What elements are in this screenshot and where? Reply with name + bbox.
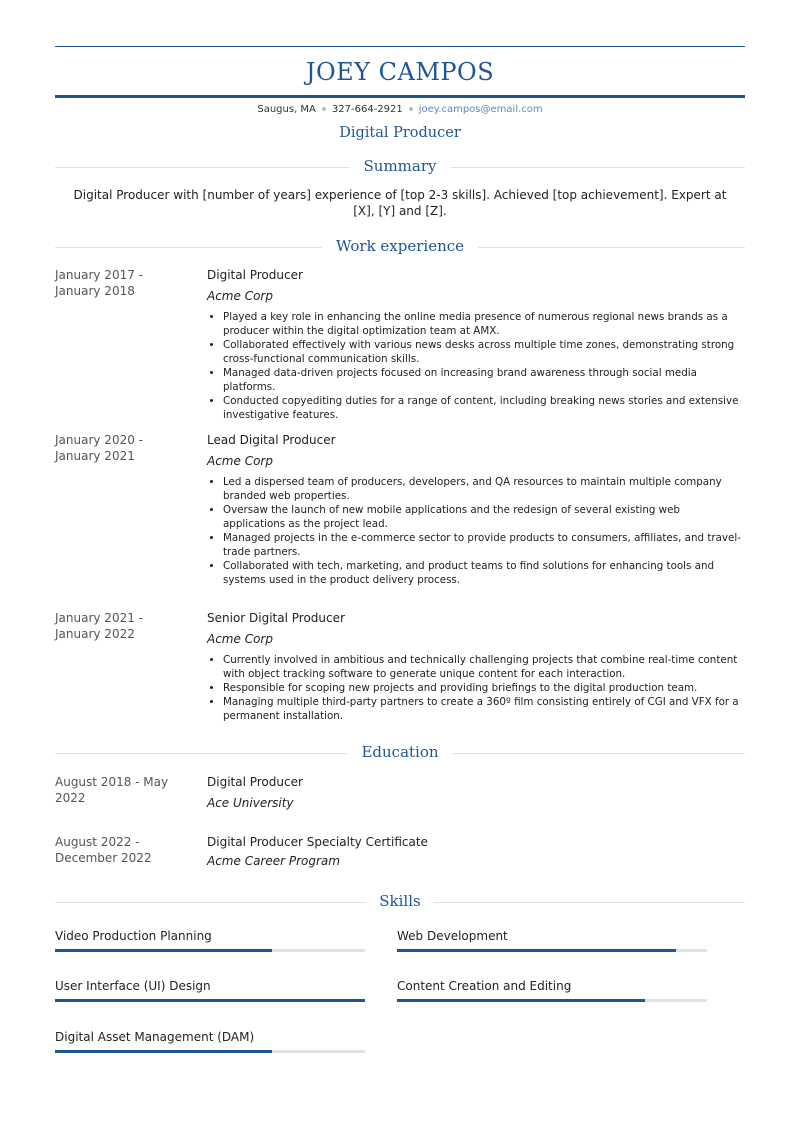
separator-dot-icon [409, 107, 413, 111]
skill-item [397, 928, 707, 952]
entry-org: Acme Corp [207, 289, 273, 303]
skill-meter [55, 999, 365, 1002]
section-label: Summary [350, 157, 451, 175]
entry-body [207, 610, 745, 723]
entry-role: Digital Producer Specialty Certificate [207, 835, 428, 849]
skill-name: Web Development [397, 929, 508, 943]
skill-item [55, 1029, 365, 1053]
skill-item [55, 978, 365, 1002]
candidate-name: JOEY CAMPOS [305, 58, 495, 86]
skill-item [55, 928, 365, 952]
skill-name: Video Production Planning [55, 929, 212, 943]
skill-meter-fill [55, 949, 272, 952]
skill-name: Digital Asset Management (DAM) [55, 1030, 255, 1044]
entry-role: Senior Digital Producer [207, 611, 345, 625]
entry-body [207, 774, 745, 811]
entry-date: January 2017 - January 2018 [55, 268, 143, 298]
top-rule [55, 46, 745, 47]
phone: 327-664-2921 [331, 104, 403, 115]
entry-body [207, 267, 745, 422]
bullet-item: • Oversaw the launch of new mobile applications and the redesign of several existing web applications as the project lead. [223, 503, 745, 531]
entry-role: Digital Producer [207, 775, 303, 789]
bullet-item: • Currently involved in ambitious and technically challenging projects that combine real-time content with object tracking software to generate unique content for each interaction. [223, 653, 745, 681]
bullet-item: • Collaborated effectively with various news desks across multiple time zones, demonstrating strong cross-functional communication skills. [223, 338, 745, 366]
skill-name: Content Creation and Editing [397, 979, 572, 993]
email-link[interactable]: joey.campos@email.com [418, 104, 543, 115]
location: Saugus, MA [257, 104, 316, 115]
separator-dot-icon [322, 107, 326, 111]
skill-meter [397, 999, 707, 1002]
section-label: Education [347, 743, 452, 761]
entry-date: August 2018 - May 2022 [55, 775, 169, 805]
bullet-item: • Played a key role in enhancing the online media presence of numerous regional news brands as a producer within the digital optimization team at AMX. [223, 310, 745, 338]
contact-line [0, 104, 800, 115]
skill-item [397, 978, 707, 1002]
bullet-item: • Collaborated with tech, marketing, and product teams to find solutions for enhancing tools and systems used in the product delivery process. [223, 559, 745, 587]
section-summary-heading [55, 157, 745, 177]
section-label: Work experience [322, 237, 478, 255]
skill-meter-fill [55, 999, 365, 1002]
bullet-item: • Managed data-driven projects focused on increasing brand awareness through social media platforms. [223, 366, 745, 394]
entry-date: January 2020 - January 2021 [55, 433, 143, 463]
entry-org: Acme Corp [207, 454, 273, 468]
bullet-item: • Led a dispersed team of producers, developers, and QA resources to maintain multiple company branded web properties. [223, 475, 745, 503]
section-education-heading [55, 743, 745, 763]
section-label: Skills [365, 892, 434, 910]
skill-meter [55, 949, 365, 952]
entry-body [207, 834, 745, 869]
skill-meter [55, 1050, 365, 1053]
summary-text: Digital Producer with [number of years] experience of [top 2-3 skills]. Achieved [top achievement]. Expert at [X], [Y] and [Z]. [73, 188, 727, 218]
entry-bullets [207, 310, 745, 422]
entry-org: Acme Career Program [207, 854, 340, 868]
entry-bullets [207, 475, 745, 587]
name-rule [55, 95, 745, 98]
skill-meter [397, 949, 707, 952]
job-title: Digital Producer [339, 125, 461, 141]
entry-org: Acme Corp [207, 632, 273, 646]
entry-role: Digital Producer [207, 268, 303, 282]
section-experience-heading [55, 237, 745, 257]
bullet-item: • Responsible for scoping new projects and providing briefings to the digital production team. [223, 681, 745, 695]
entry-bullets [207, 653, 745, 723]
entry-org: Ace University [207, 796, 294, 810]
skill-meter-fill [397, 999, 645, 1002]
skill-meter-fill [55, 1050, 272, 1053]
skill-meter-fill [397, 949, 676, 952]
entry-date: August 2022 - December 2022 [55, 835, 152, 865]
entry-date: January 2021 - January 2022 [55, 611, 143, 641]
bullet-item: • Conducted copyediting duties for a range of content, including breaking news stories and extensive investigative features. [223, 394, 745, 422]
entry-role: Lead Digital Producer [207, 433, 336, 447]
bullet-item: • Managing multiple third-party partners to create a 360º film consisting entirely of CGI and VFX for a permanent installation. [223, 695, 745, 723]
skill-name: User Interface (UI) Design [55, 979, 211, 993]
bullet-item: • Managed projects in the e-commerce sector to provide products to consumers, affiliates, and travel-trade partners. [223, 531, 745, 559]
section-skills-heading [55, 892, 745, 912]
entry-body [207, 432, 745, 587]
